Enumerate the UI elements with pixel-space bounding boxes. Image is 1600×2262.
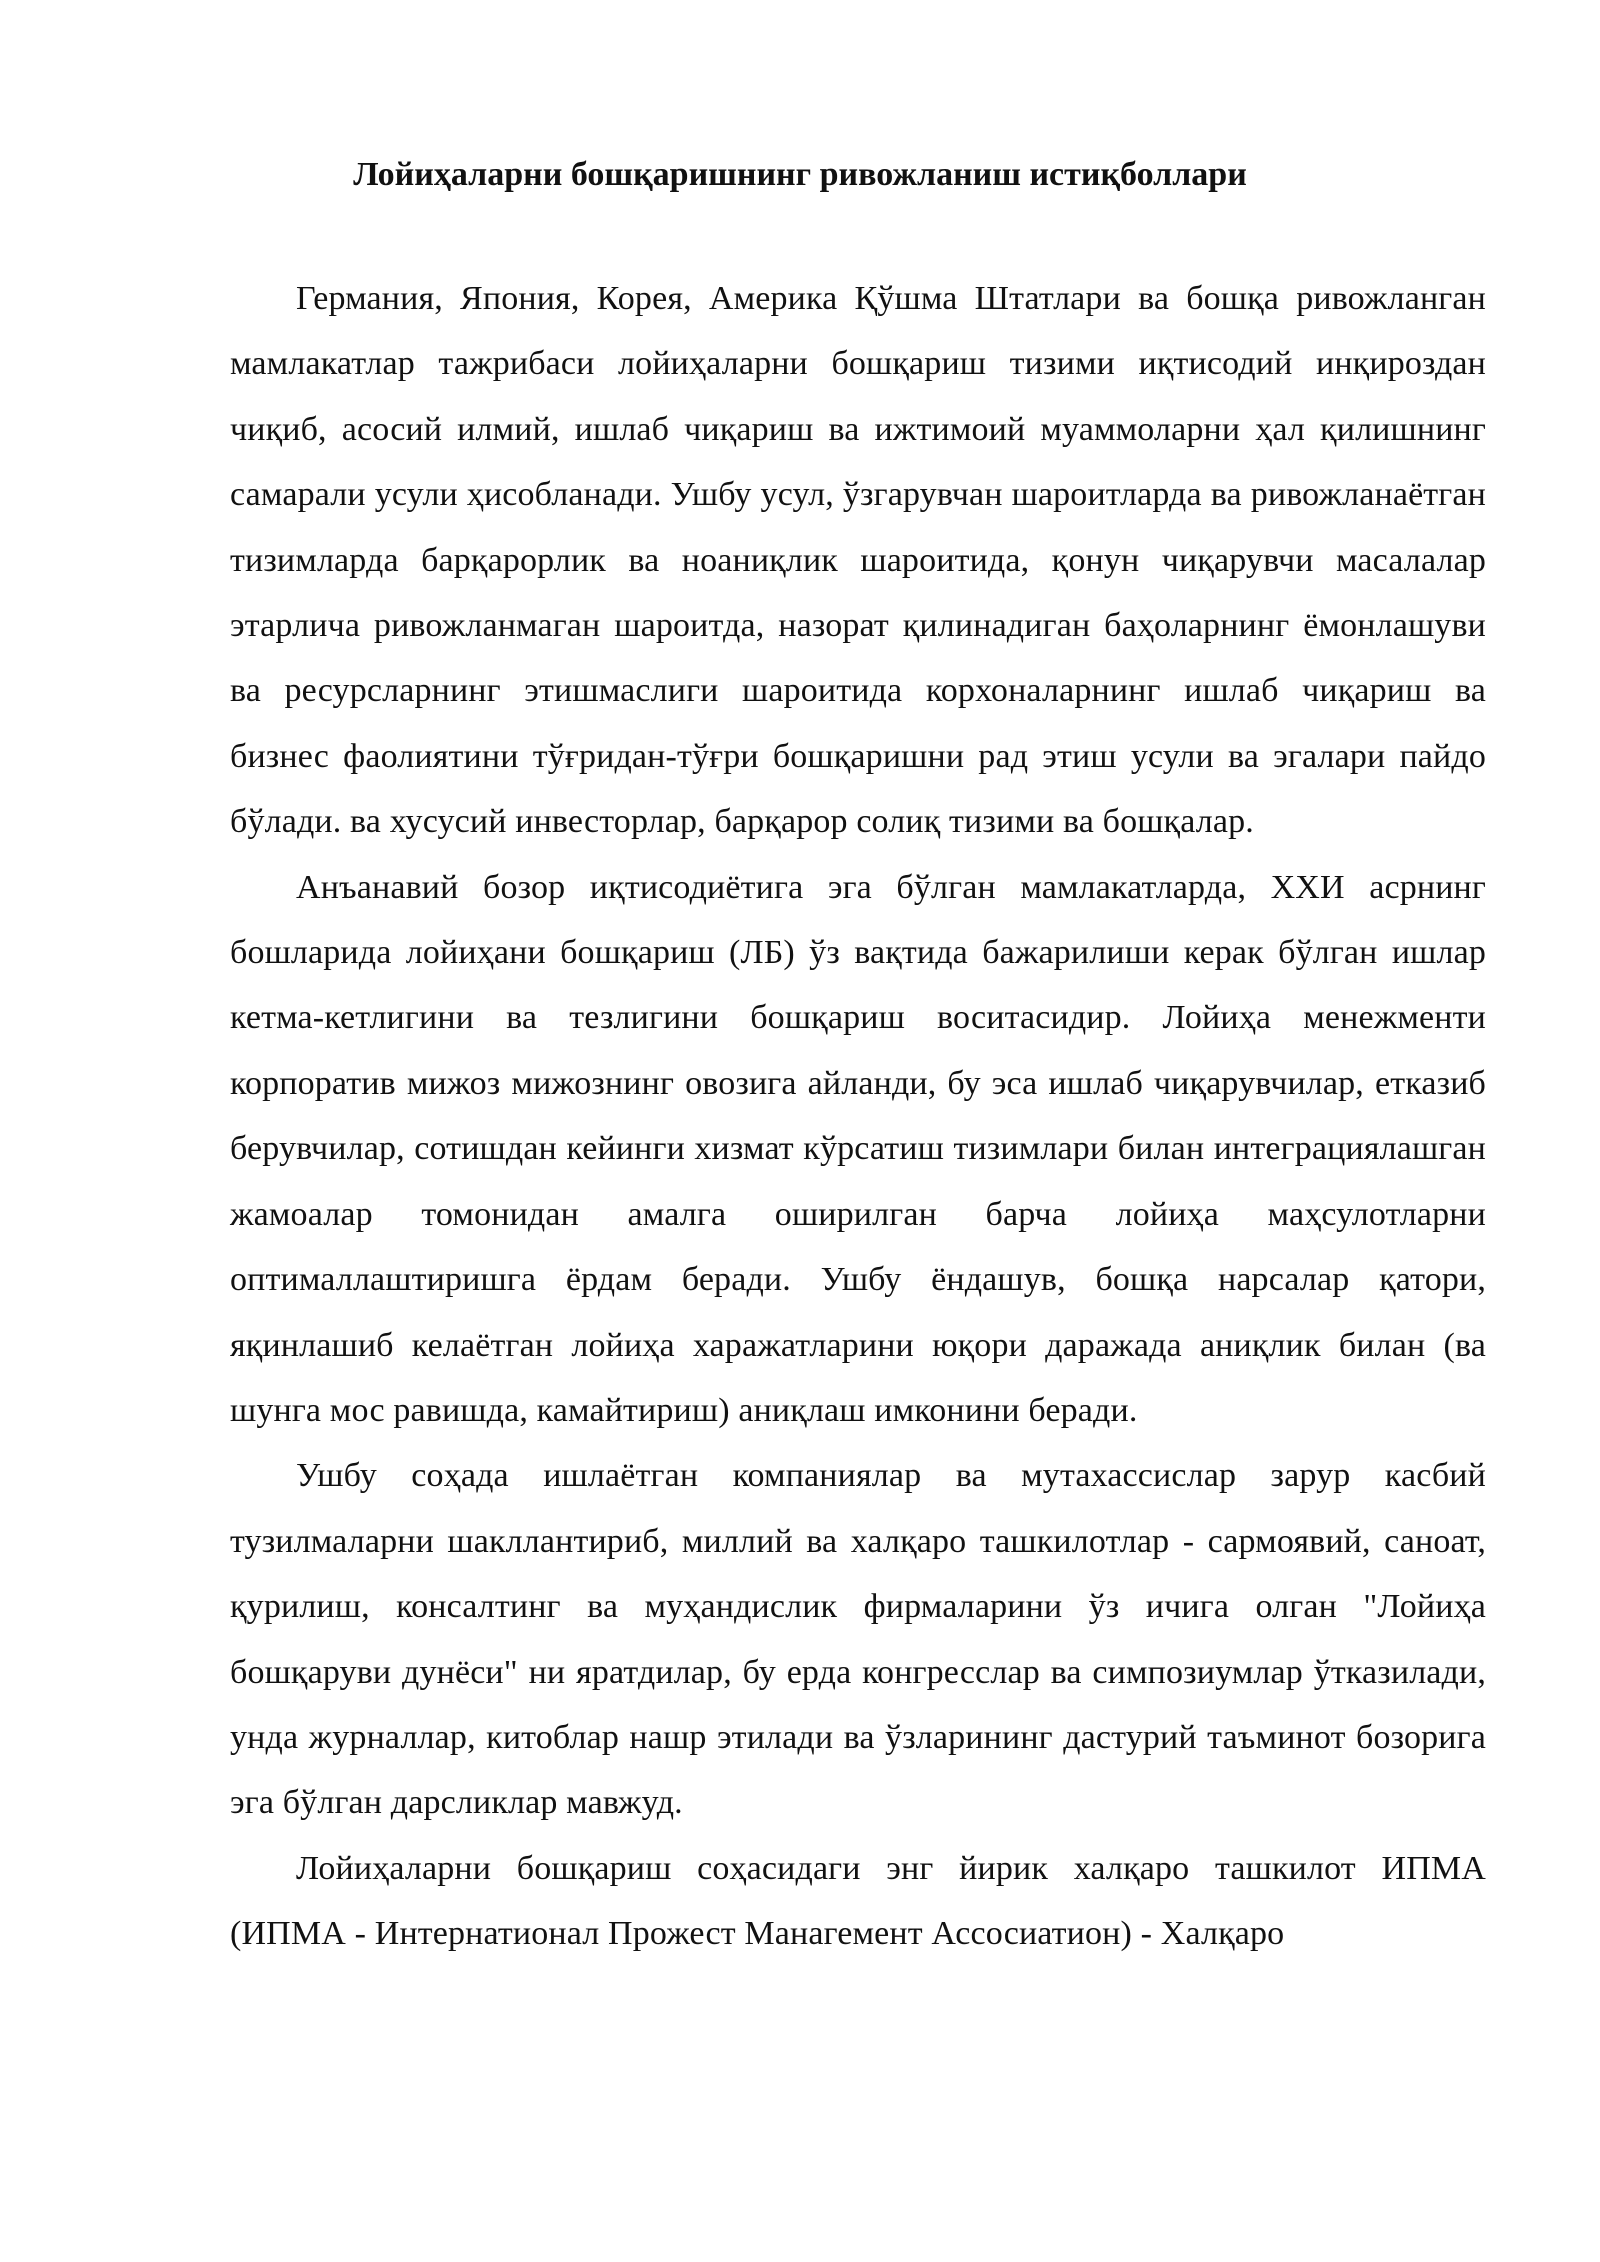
paragraph-1: Германия, Япония, Корея, Америка Қўшма Штатлари ва бошқа ривожланган мамлакатлар тажрибаси лойиҳаларни бошқариш тизими иқтисодий инқироздан чиқиб, асосий илмий, ишлаб чиқариш ва ижтимоий муаммоларни ҳал қилишнинг самарали усули ҳисобланади. Ушбу усул, ўзгарувчан шароитларда ва ривожланаётган тизимларда барқарорлик ва ноаниқлик шароитида, қонун чиқарувчи масалалар этарлича ривожланмаган шароитда, назорат қилинадиган баҳоларнинг ёмонлашуви ва ресурсларнинг этишмаслиги шароитида корхоналарнинг ишлаб чиқариш ва бизнес фаолиятини тўғридан-тўғри бошқаришни рад этиш усули ва эгалари пайдо бўлади. ва хусусий инвесторлар, барқарор солиқ тизими ва бошқалар. [230, 280, 1486, 841]
paragraph-3: Ушбу соҳада ишлаётган компаниялар ва мутахассислар зарур касбий тузилмаларни шакллантириб, миллий ва халқаро ташкилотлар - сармоявий, саноат, қурилиш, консалтинг ва муҳандислик фирмаларини ўз ичига олган "Лойиҳа бошқаруви дунёси" ни яратдилар, бу ерда конгресслар ва симпозиумлар ўтказилади, унда журналлар, китоблар нашр этилади ва ўзларининг дастурий таъминот бозорига эга бўлган дарсликлар мавжуд. [230, 1457, 1486, 1822]
document-body [230, 266, 1486, 1967]
paragraph-4: Лойиҳаларни бошқариш соҳасидаги энг йирик халқаро ташкилот ИПМА (ИПМА - Интернатионал Прожест Манагемент Ассосиатион) - Халқаро [230, 1849, 1486, 1953]
paragraph-2: Анъанавий бозор иқтисодиётига эга бўлган мамлакатларда, XXИ асрнинг бошларида лойиҳани бошқариш (ЛБ) ўз вақтида бажарилиши керак бўлган ишлар кетма-кетлигини ва тезлигини бошқариш воситасидир. Лойиҳа менежменти корпоратив мижоз мижознинг овозига айланди, бу эса ишлаб чиқарувчилар, етказиб берувчилар, сотишдан кейинги хизмат кўрсатиш тизимлари билан интеграциялашган жамоалар томонидан амалга оширилган барча лойиҳа маҳсулотларни оптималлаштиришга ёрдам беради. Ушбу ёндашув, бошқа нарсалар қатори, яқинлашиб келаётган лойиҳа харажатларини юқори даражада аниқлик билан (ва шунга мос равишда, камайтириш) аниқлаш имконини беради. [230, 868, 1486, 1429]
document-title: Лойиҳаларни бошқаришнинг ривожланиш истиқболлари [353, 156, 1247, 193]
